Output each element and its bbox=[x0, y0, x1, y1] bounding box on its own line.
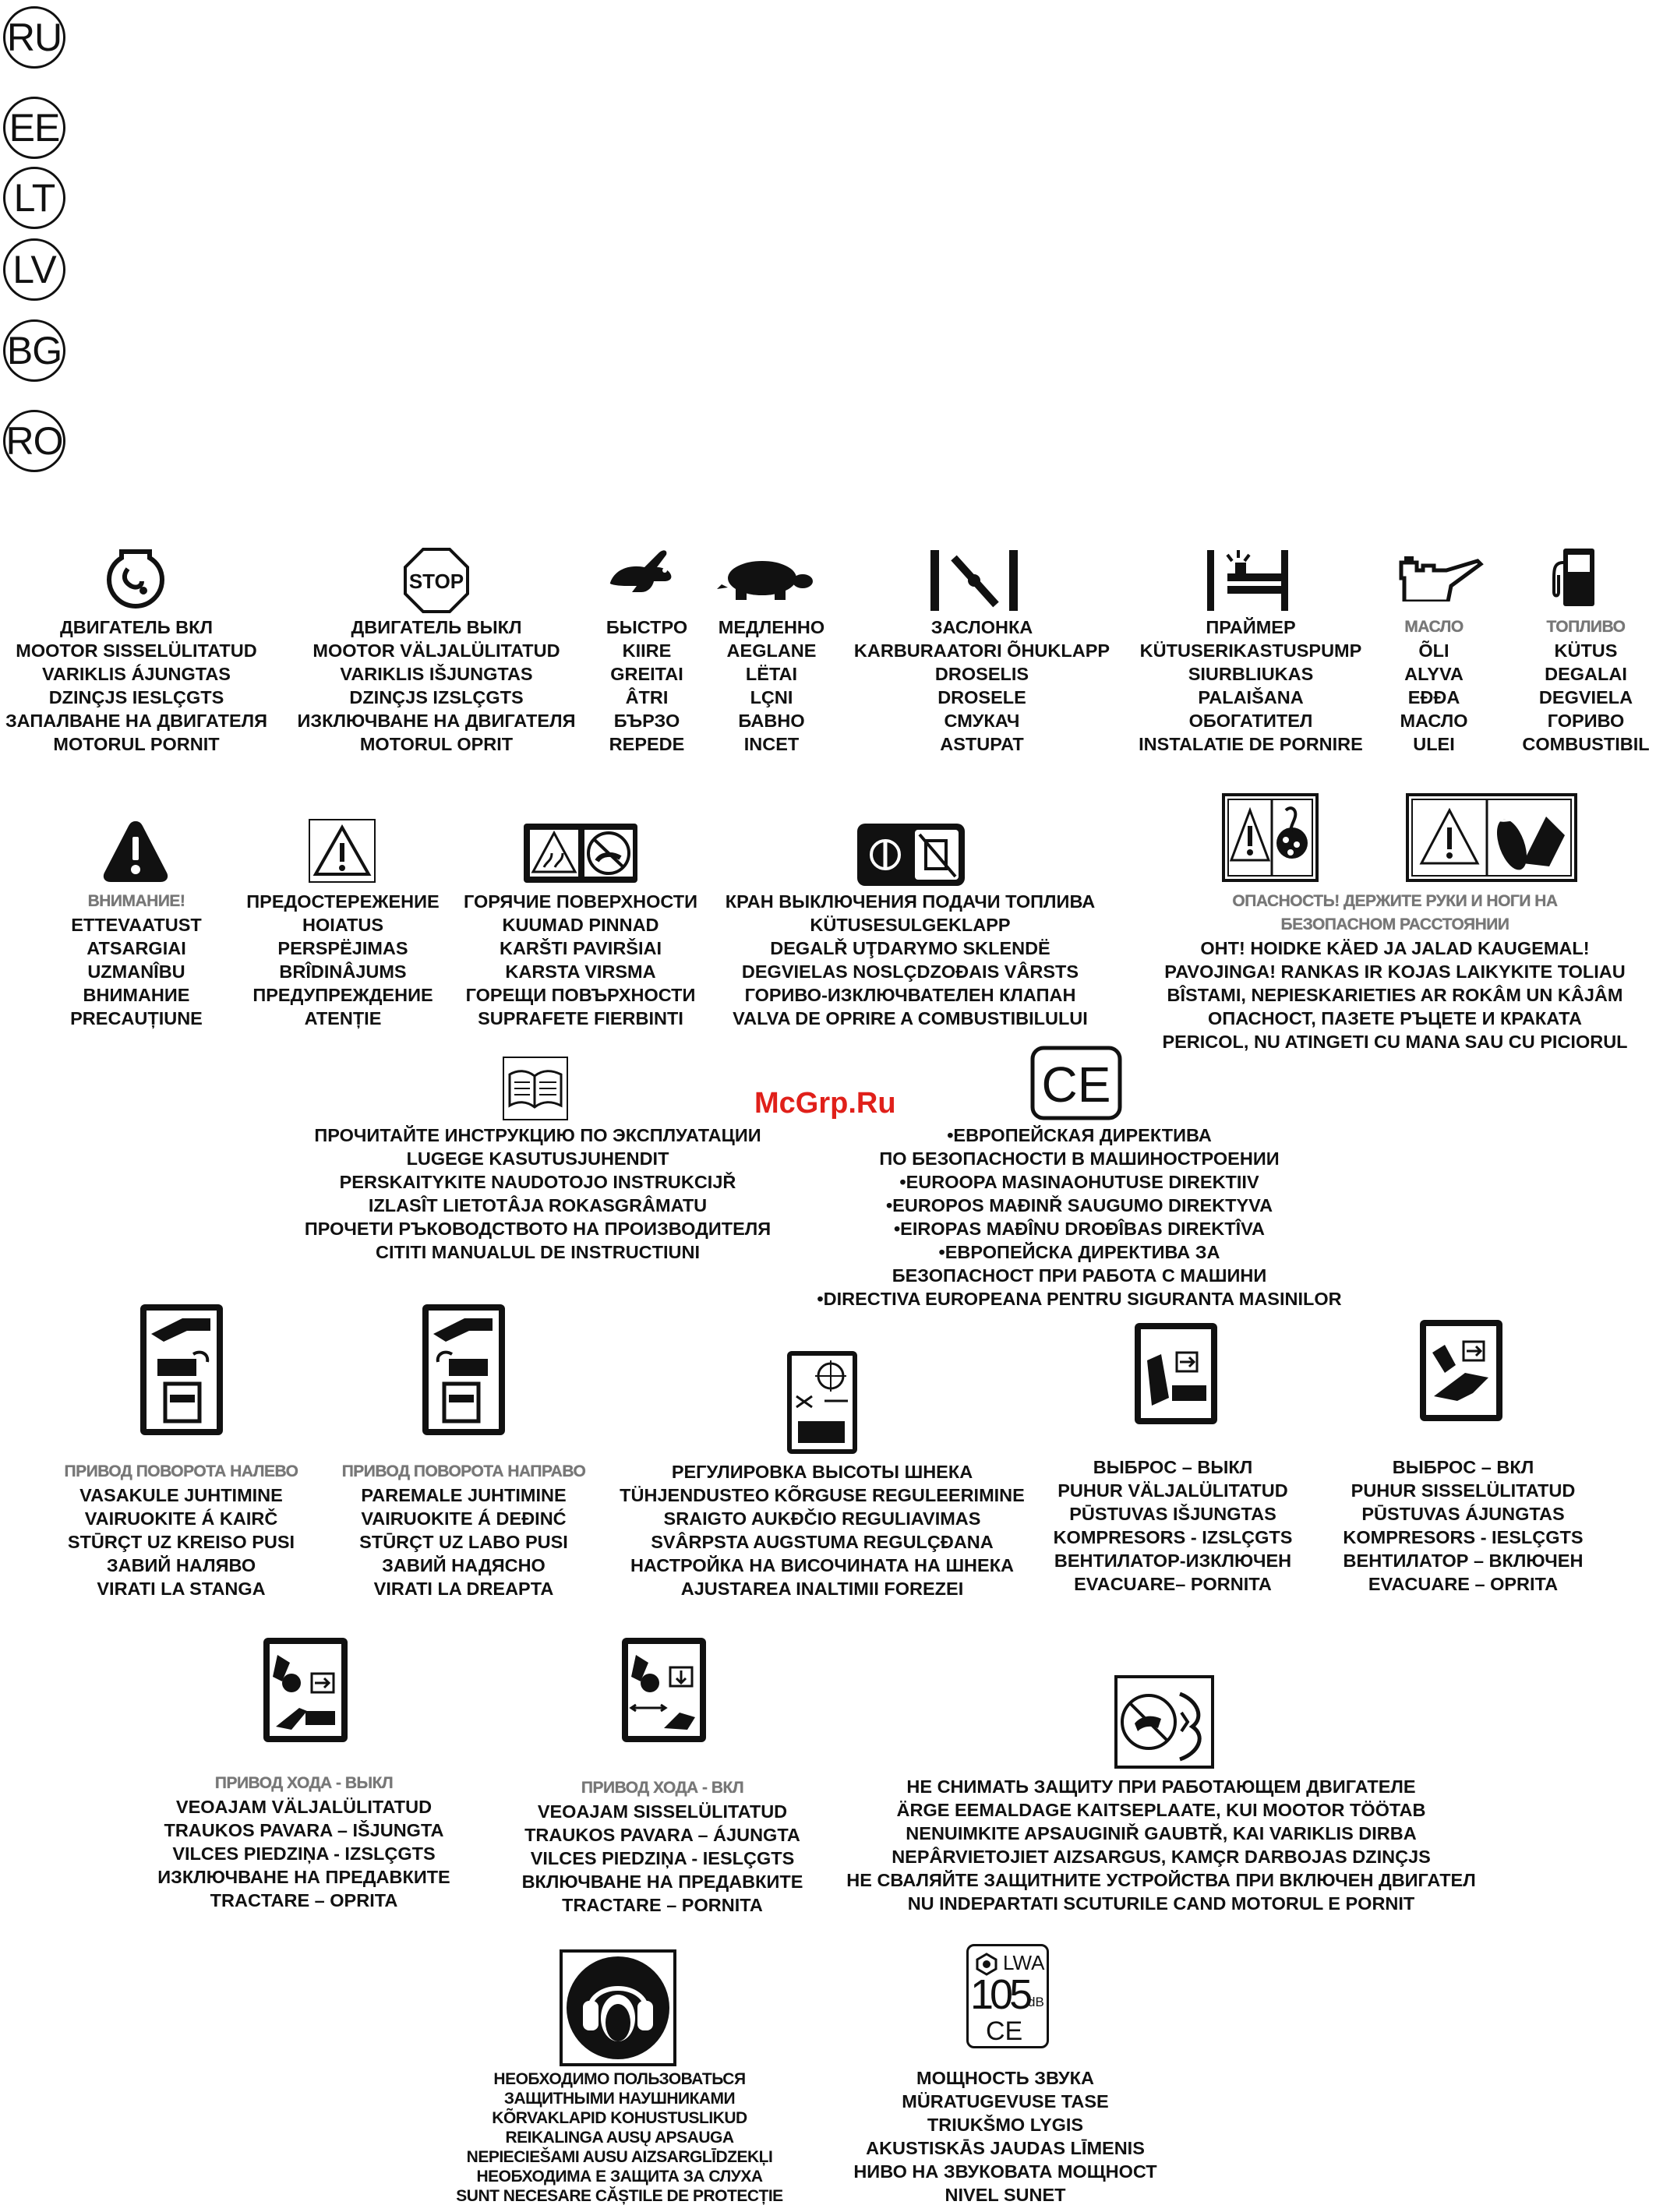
sound-label: LWA bbox=[1003, 1951, 1045, 1974]
lang-badge-lt: LT bbox=[3, 167, 65, 229]
watermark: McGrp.Ru bbox=[754, 1087, 896, 1120]
sound-unit: dB bbox=[1028, 1995, 1044, 2009]
turtle-icon bbox=[717, 555, 814, 603]
fuel-shutoff-label: КРАН ВЫКЛЮЧЕНИЯ ПОДАЧИ ТОПЛИВА KÜTUSESULGEKLAPP DEGALŘ UŢDARYMO SKLENDË DEGVIELAS NOSLÇDZOĐAIS VÂRSTS ГОРИВО-ИЗКЛЮЧВАТЕЛЕН КЛАПАН VALVA DE OPRIRE A COMBUSTIBILULUI bbox=[725, 891, 1096, 1028]
fuel-label: ТОПЛИВО KÜTUS DEGALAI DEGVIELA ГОРИВО COMBUSTIBIL bbox=[1522, 618, 1650, 754]
turn-right-icon bbox=[421, 1303, 507, 1437]
engine-off-label: ДВИГАТЕЛЬ ВЫКЛ MOOTOR VÄLJALÜLITATUD VARIKLIS IŠJUNGTAS DZINÇJS IZSLÇGTS ИЗКЛЮЧВАНЕ НА ДВИГАТЕЛЯ MOTORUL OPRIT bbox=[297, 617, 576, 754]
attention-icon bbox=[101, 818, 170, 884]
hot-surface-label: ГОРЯЧИЕ ПОВЕРХНОСТИ KUUMAD PINNAD KARŠTI PAVIRŠIAI KARSTA VIRSMA ГОРЕЩИ ПОВЪРХНОСТИ SUPRAFETE FIERBINTI bbox=[463, 891, 698, 1028]
discharge-off-icon bbox=[1133, 1321, 1219, 1426]
sound-value: 105 bbox=[970, 1971, 1029, 2018]
oil-can-icon bbox=[1396, 555, 1490, 602]
ear-protection-icon bbox=[560, 1949, 676, 2066]
lang-badge-lv: LV bbox=[3, 238, 65, 301]
drive-on-icon bbox=[620, 1636, 708, 1744]
engine-on-label: ДВИГАТЕЛЬ ВКЛ MOOTOR SISSELÜLITATUD VARIKLIS ÁJUNGTAS DZINÇJS IESLÇGTS ЗАПАЛВАНЕ НА ДВИГАТЕЛЯ MOTORUL PORNIT bbox=[5, 617, 268, 754]
svg-text:CE: CE bbox=[1041, 1057, 1111, 1113]
keep-hands-away-icon bbox=[1222, 793, 1319, 882]
discharge-on-label: ВЫБРОС – ВКЛ PUHUR SISSELÜLITATUD PŪSTUVAS ÁJUNGTAS KOMPRESORS - IESLÇGTS ВЕНТИЛАТОР – ВКЛЮЧЕН EVACUARE – OPRITA bbox=[1343, 1457, 1584, 1594]
hot-surface-icon bbox=[522, 822, 639, 884]
primer-icon bbox=[1204, 547, 1291, 614]
engine-on-icon bbox=[104, 545, 167, 611]
rabbit-icon bbox=[602, 545, 680, 608]
primer-label: ПРАЙМЕР KÜTUSERIKASTUSPUMP SIURBLIUKAS PALAIŠANA ОБОГАТИТЕЛ INSTALATIE DE PORNIRE bbox=[1139, 617, 1363, 754]
fuel-pump-icon bbox=[1551, 545, 1605, 609]
guard-icon bbox=[1114, 1675, 1214, 1769]
drive-on-label: ПРИВОД ХОДА - ВКЛ VEOAJAM SISSELÜLITATUD TRAUKOS PAVARA – ÁJUNGTA VILCES PIEDZIŅA - IESLÇGTS ВКЛЮЧВАНЕ НА ПРЕДАВКИТЕ TRACTARE – PORNITA bbox=[521, 1779, 803, 1915]
lang-badge-ro: RO bbox=[3, 410, 65, 472]
eu-directive-label: •ЕВРОПЕЙСКАЯ ДИРЕКТИВА ПО БЕЗОПАСНОСТИ В МАШИНОСТРОЕНИИ •EUROOPA MASINAOHUTUSE DIREKTIIV •EUROPOS MAĐINŘ SAUGUMO DIREKTYVA •EIROPAS MAĐÎNU DROĐÎBAS DIREKTÎVA •ЕВРОПЕЙСКА ДИРЕКТИВА ЗА БЕЗОПАСНОСТ ПРИ РАБОТА С МАШИНИ •DIRECTIVA EUROPEANA PENTRU SIGURANTA MASINILOR bbox=[817, 1125, 1342, 1309]
stop-sign-icon bbox=[403, 547, 470, 614]
discharge-on-icon bbox=[1418, 1318, 1504, 1423]
fast-label: БЫСТРО KIIRE GREITAI ÂTRI БЪРЗО REPEDE bbox=[606, 617, 688, 754]
turn-left-icon bbox=[139, 1303, 224, 1437]
lang-badge-ru: RU bbox=[3, 6, 65, 69]
svg-text:STOP: STOP bbox=[408, 570, 464, 593]
warning-triangle-icon bbox=[308, 818, 376, 884]
read-manual-label: ПРОЧИТАЙТЕ ИНСТРУКЦИЮ ПО ЭКСПЛУАТАЦИИ LUGEGE KASUTUSJUHENDIT PERSKAITYKITE NAUDOTOJO INSTRUKCIJŘ IZLASÎT LIETOTÂJA ROKASGRÂMATU ПРОЧЕТИ РЪКОВОДСТВОТО НА ПРОИЗВОДИТЕЛЯ CITITI MANUALUL DE INSTRUCTIUNI bbox=[304, 1125, 772, 1262]
guard-label: НЕ СНИМАТЬ ЗАЩИТУ ПРИ РАБОТАЮЩЕМ ДВИГАТЕЛЕ ÄRGE EEMALDAGE KAITSEPLAATE, KUI MOOTOR TÖÖTAB NENUIMKITE APSAUGINIŘ GAUBTŘ, KAI VARIKLIS DIRBA NEPÂRVIETOJIET AIZSARGUS, KAMÇR DARBOJAS DZINÇJS НЕ СВАЛЯЙТЕ ЗАЩИТНИТЕ УСТРОЙСТВА ПРИ ВКЛЮЧЕН ДВИГАТЕЛ NU INDEPARTATI SCUTURILE CAND MOTORUL E PORNIT bbox=[846, 1776, 1476, 1914]
lang-badge-ee: EE bbox=[3, 97, 65, 159]
ear-protection-label: НЕОБХОДИМО ПОЛЬЗОВАТЬСЯ ЗАЩИТНЫМИ НАУШНИКАМИ KÕRVAKLAPID KOHUSTUSLIKUD REIKALINGA AUSŲ APSAUGA NEPIECIEŠAMI AUSU AIZSARGLĪDZEKĻI НЕОБХОДИМА Е ЗАЩИТА ЗА СЛУХА SUNT NECESARE CĂȘTILE DE PROTECȚIE bbox=[456, 2070, 783, 2205]
sound-power-label: МОЩНОСТЬ ЗВУКА MÜRATUGEVUSE TASE TRIUKŠMO LYGIS AKUSTISKĀS JAUDAS LĪMENIS НИВО НА ЗВУКОВАТА МОЩНОСТ NIVEL SUNET bbox=[853, 2068, 1157, 2205]
oil-label: МАСЛО ÕLI ALYVA EĐĐA МАСЛО ULEI bbox=[1400, 618, 1468, 754]
drive-off-icon bbox=[262, 1636, 349, 1744]
turn-right-label: ПРИВОД ПОВОРОТА НАПРАВО PAREMALE JUHTIMINE VAIRUOKITE Á DEĐINĆ STŪRÇT UZ LABO PUSI ЗАВИЙ НАДЯСНО VIRATI LA DREAPTA bbox=[341, 1462, 586, 1599]
slow-label: МЕДЛЕННО AEGLANE LËTAI LÇNI БАВНО INCET bbox=[718, 617, 825, 754]
auger-height-label: РЕГУЛИРОВКА ВЫСОТЫ ШНЕКА TÜHJENDUSTEO KÕRGUSE REGULEERIMINE SRAIGTO AUKĐČIO REGULIAVIMAS SVÂRPSTA AUGSTUMA REGULÇĐANA НАСТРОЙКА НА ВИСОЧИНАТА НА ШНЕКА AJUSTAREA INALTIMII FOREZEI bbox=[620, 1462, 1025, 1599]
discharge-off-label: ВЫБРОС – ВЫКЛ PUHUR VÄLJALÜLITATUD PŪSTUVAS IŠJUNGTAS KOMPRESORS - IZSLÇGTS ВЕНТИЛАТОР-ИЗКЛЮЧЕН EVACUARE– PORNITA bbox=[1053, 1457, 1293, 1594]
ce-mark-icon bbox=[1030, 1046, 1122, 1120]
fuel-shutoff-icon bbox=[856, 822, 966, 887]
manual-book-icon bbox=[502, 1056, 569, 1121]
sound-ce-mark: CE bbox=[986, 2016, 1023, 2046]
keep-feet-away-icon bbox=[1406, 793, 1577, 882]
choke-icon bbox=[927, 547, 1021, 614]
attention-label: ВНИМАНИЕ! ETTEVAATUST ATSARGIAI UZMANÎBU ВНИМАНИЕ PRECAUȚIUNE bbox=[70, 892, 203, 1028]
sound-power-badge bbox=[966, 1944, 1049, 2048]
drive-off-label: ПРИВОД ХОДА - ВЫКЛ VEOAJAM VÄLJALÜLITATUD TRAUKOS PAVARA – IŠJUNGTA VILCES PIEDZIŅA - IZSLÇGTS ИЗКЛЮЧВАНЕ НА ПРЕДАВКИТЕ TRACTARE – OPRITA bbox=[157, 1774, 450, 1910]
lang-badge-bg: BG bbox=[3, 319, 65, 382]
turn-left-label: ПРИВОД ПОВОРОТА НАЛЕВО VASAKULE JUHTIMINE VAIRUOKITE Á KAIRČ STŪRÇT UZ KREISO PUSI ЗАВИЙ НАЛЯВО VIRATI LA STANGA bbox=[64, 1462, 298, 1599]
choke-label: ЗАСЛОНКА KARBURAATORI ÕHUKLAPP DROSELIS DROSELE СМУКАЧ ASTUPAT bbox=[853, 617, 1110, 754]
keep-hands-feet-away-label: ОПАСНОСТЬ! ДЕРЖИТЕ РУКИ И НОГИ НА БЕЗОПАСНОМ РАССТОЯНИИ OHT! HOIDKE KÄED JA JALAD KAUGEMAL! PAVOJINGA! RANKAS IR KOJAS LAIKYKITE TOLIAU BÎSTAMI, NEPIESKARIETIES AR ROKÂM UN KÂJÂM ОПАСНОСТ, ПАЗЕТЕ РЪЦЕТЕ И КРАКАТА PERICOL, NU ATINGETI CU MANA SAU CU PICIORUL bbox=[1162, 892, 1628, 1052]
auger-height-icon bbox=[786, 1349, 859, 1455]
warning-label: ПРЕДОСТЕРЕЖЕНИЕ HOIATUS PERSPËJIMAS BRÎDINÂJUMS ПРЕДУПРЕЖДЕНИЕ ATENȚIE bbox=[246, 891, 440, 1028]
